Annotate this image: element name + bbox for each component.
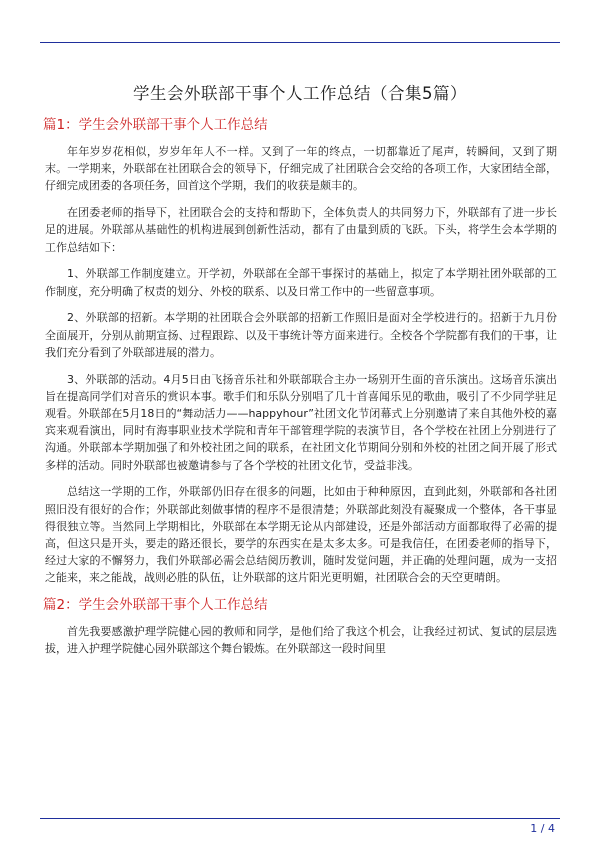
page-number: 1 / 4	[530, 822, 555, 835]
paragraph: 首先我要感激护理学院健心园的教师和同学，是他们给了我这个机会，让我经过初试、复试的层层选拔，进入护理学院健心园外联部这个舞台锻炼。在外联部这一段时间里	[45, 625, 557, 656]
header-rule	[40, 42, 560, 43]
paragraph: 年年岁岁花相似，岁岁年年人不一样。又到了一年的终点，一切都靠近了尾声，转瞬间，又到了期末。一学期来，外联部在社团联合会的领导下，仔细完成了社团联合会交给的各项工作，大家团结全部，仔细完成团委的各项任务，回首这个学期，我们的收获是颇丰的。	[45, 145, 557, 193]
page-title: 学生会外联部干事个人工作总结（合集5篇）	[133, 84, 467, 103]
footer-rule	[40, 818, 560, 819]
document-body	[45, 116, 557, 667]
paragraph: 2、外联部的招新。本学期的社团联合会外联部的招新工作照旧是面对全学校进行的。招新于九月份全面展开，分别从前期宣扬、过程跟踪、以及干事统计等方面来进行。全校各个学院都有我们的干事，让我们充分看到了外联部进展的潜力。	[45, 311, 557, 359]
paragraph: 在团委老师的指导下，社团联合会的支持和帮助下，全体负责人的共同努力下，外联部有了进一步长足的进展。外联部从基础性的机构进展到创新性活动，都有了由量到质的飞跃。下头，将学生会本学期的工作总结如下：	[45, 206, 557, 254]
paragraph: 3、外联部的活动。4月5日由飞扬音乐社和外联部联合主办一场别开生面的音乐演出。这场音乐演出旨在提高同学们对音乐的赏识本事。歌手们和乐队分别唱了几十首喜闻乐见的歌曲，吸引了不少同学驻足观看。外联部在5月18日的“舞动活力——happyhour”社团文化节闭幕式上分别邀请了来自其他外校的嘉宾来观看演出，同时有海事职业技术学院和青年干部管理学院的表演节目，各个学校在社团上分别进行了沟通。外联部本学期加强了和外校社团之间的联系，在社团文化节期间分别和外校的社团之间开展了形式多样的活动。同时外联部也被邀请参与了各个学校的社团文化节，受益非浅。	[45, 372, 557, 472]
section-heading: 篇1：学生会外联部干事个人工作总结	[43, 117, 268, 133]
paragraph: 1、外联部工作制度建立。开学初，外联部在全部干事探讨的基础上，拟定了本学期社团外联部的工作制度，充分明确了权责的划分、外校的联系、以及日常工作中的一些留意事项。	[45, 267, 557, 298]
section-heading: 篇2：学生会外联部干事个人工作总结	[43, 597, 268, 614]
section-2	[45, 596, 557, 657]
section-1	[45, 116, 557, 587]
paragraph: 总结这一学期的工作，外联部仍旧存在很多的问题，比如由于种种原因，直到此刻，外联部和各社团照旧没有很好的合作；外联部此刻做事情的程序不是很清楚；外联部此刻没有凝聚成一个整体，各干事显得很独立等。当然同上学期相比，外联部在本学期无论从内部建设，还是外部活动方面都取得了必需的提高，但这只是开头，要走的路还很长，要学的东西实在是太多太多。可是我信任，在团委老师的指导下，经过大家的不懈努力，我们外联部必需会总结阅历教训，随时发觉问题，并正确的处理问题，成为一支招之能来，来之能战，战则必胜的队伍，让外联部的这片阳光更明媚，社团联合会的天空更晴朗。	[45, 485, 557, 585]
